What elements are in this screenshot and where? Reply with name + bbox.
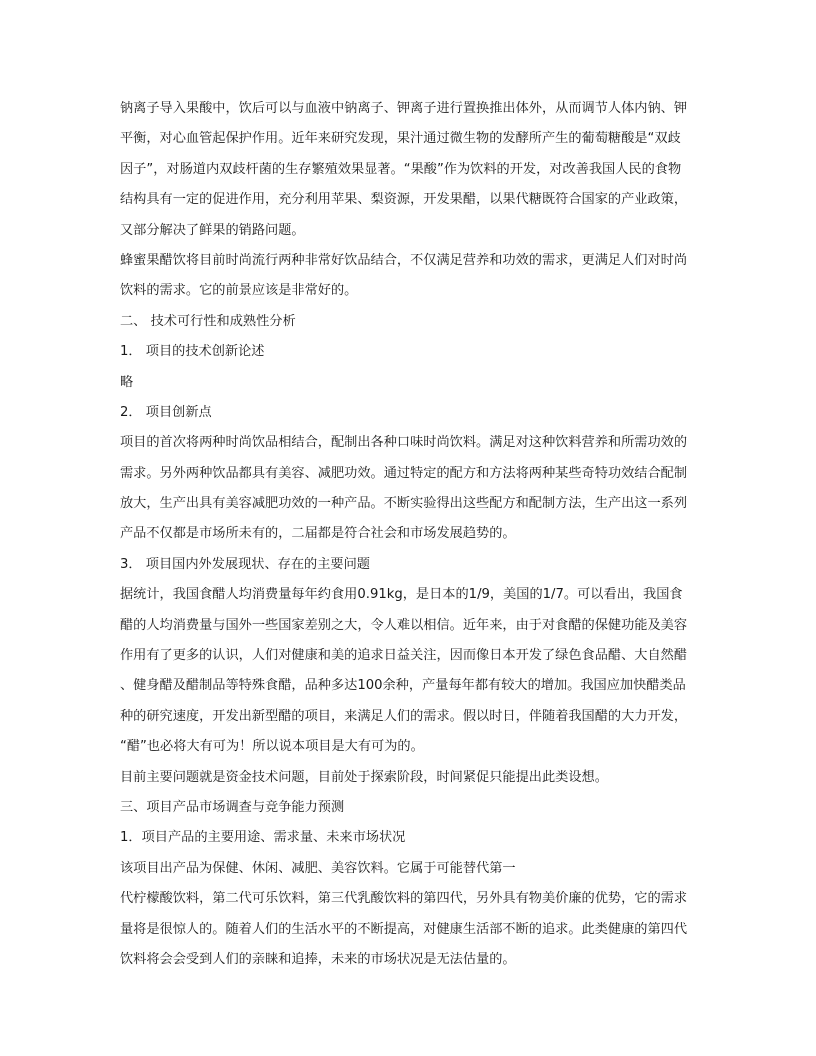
paragraph-line: 因子”，对肠道内双歧杆菌的生存繁殖效果显著。“果酸”作为饮料的开发，对改善我国人民的食物 (120, 161, 682, 177)
paragraph-line: 该项目出产品为保健、休闲、减肥、美容饮料。它属于可能替代第一 (120, 860, 516, 876)
paragraph-line: 钠离子导入果酸中，饮后可以与血液中钠离子、钾离子进行置换推出体外，从而调节人体内钠、钾 (120, 101, 688, 116)
paragraph-line: 结构具有一定的促进作用，充分利用苹果、梨资源，开发果醋，以果代糖既符合国家的产业政策， (120, 192, 688, 208)
section-heading: 三、项目产品市场调查与竞争能力预测 (120, 799, 345, 815)
paragraph-line: 需求。另外两种饮品都具有美容、减肥功效。通过特定的配方和方法将两种某些奇特功效结合配制 (120, 465, 688, 481)
subsection-heading: 2． 项目创新点 (120, 404, 212, 420)
paragraph-line: 平衡，对心血管起保护作用。近年来研究发现，果汁通过微生物的发酵所产生的葡萄糖酸是“双歧 (120, 131, 681, 147)
paragraph-line: 目前主要问题就是资金技术问题，目前处于探索阶段，时间紧促只能提出此类设想。 (120, 769, 608, 785)
paragraph-line: 种的研究速度，开发出新型醋的项目，来满足人们的需求。假以时日，伴随着我国醋的大力开发， (120, 708, 688, 724)
paragraph-line: “醋”也必将大有可为！所以说本项目是大有可为的。 (120, 739, 424, 755)
paragraph-line: 醋的人均消费量与国外一些国家差别之大，令人难以相信。近年来，由于对食醋的保健功能及美容 (120, 617, 688, 633)
paragraph-line: 作用有了更多的认识，人们对健康和美的追求日益关注，因而像日本开发了绿色食品醋、大自然醋 (120, 648, 688, 664)
subsection-heading: 3． 项目国内外发展现状、存在的主要问题 (120, 556, 370, 572)
paragraph-line: 饮料的需求。它的前景应该是非常好的。 (120, 283, 358, 299)
subsection-heading: 1．项目产品的主要用途、需求量、未来市场状况 (120, 830, 406, 846)
paragraph-line: 产品不仅都是市场所未有的，二届都是符合社会和市场发展趋势的。 (120, 526, 516, 542)
section-heading: 二、 技术可行性和成熟性分析 (120, 313, 296, 329)
paragraph-line: 略 (120, 374, 134, 390)
paragraph-line: 放大，生产出具有美容减肥功效的一种产品。不断实验得出这些配方和配制方法，生产出这一系列 (120, 496, 688, 512)
paragraph-line: 据统计，我国食醋人均消费量每年约食用0.91kg，是日本的1/9，美国的1/7。可以看出，我国食 (120, 587, 683, 603)
document-body (120, 94, 700, 975)
paragraph-line: 项目的首次将两种时尚饮品相结合，配制出各种口味时尚饮料。满足对这种饮料营养和所需功效的 (120, 435, 688, 451)
subsection-heading: 1． 项目的技术创新论述 (120, 344, 265, 360)
paragraph-line: 饮料将会会受到人们的亲睐和追捧，未来的市场状况是无法估量的。 (120, 951, 516, 967)
paragraph-line: 、健身醋及醋制品等特殊食醋，品种多达100余种，产量每年都有较大的增加。我国应加快醋类品 (120, 678, 686, 694)
paragraph-line: 代柠檬酸饮料，第二代可乐饮料，第三代乳酸饮料的第四代，另外具有物美价廉的优势，它的需求 (120, 891, 688, 907)
paragraph-line: 又部分解决了鲜果的销路问题。 (120, 222, 305, 238)
paragraph-line: 蜂蜜果醋饮将目前时尚流行两种非常好饮品结合，不仅满足营养和功效的需求，更满足人们对时尚 (120, 252, 688, 268)
paragraph-line: 量将是很惊人的。随着人们的生活水平的不断提高，对健康生活部不断的追求。此类健康的第四代 (120, 921, 688, 937)
